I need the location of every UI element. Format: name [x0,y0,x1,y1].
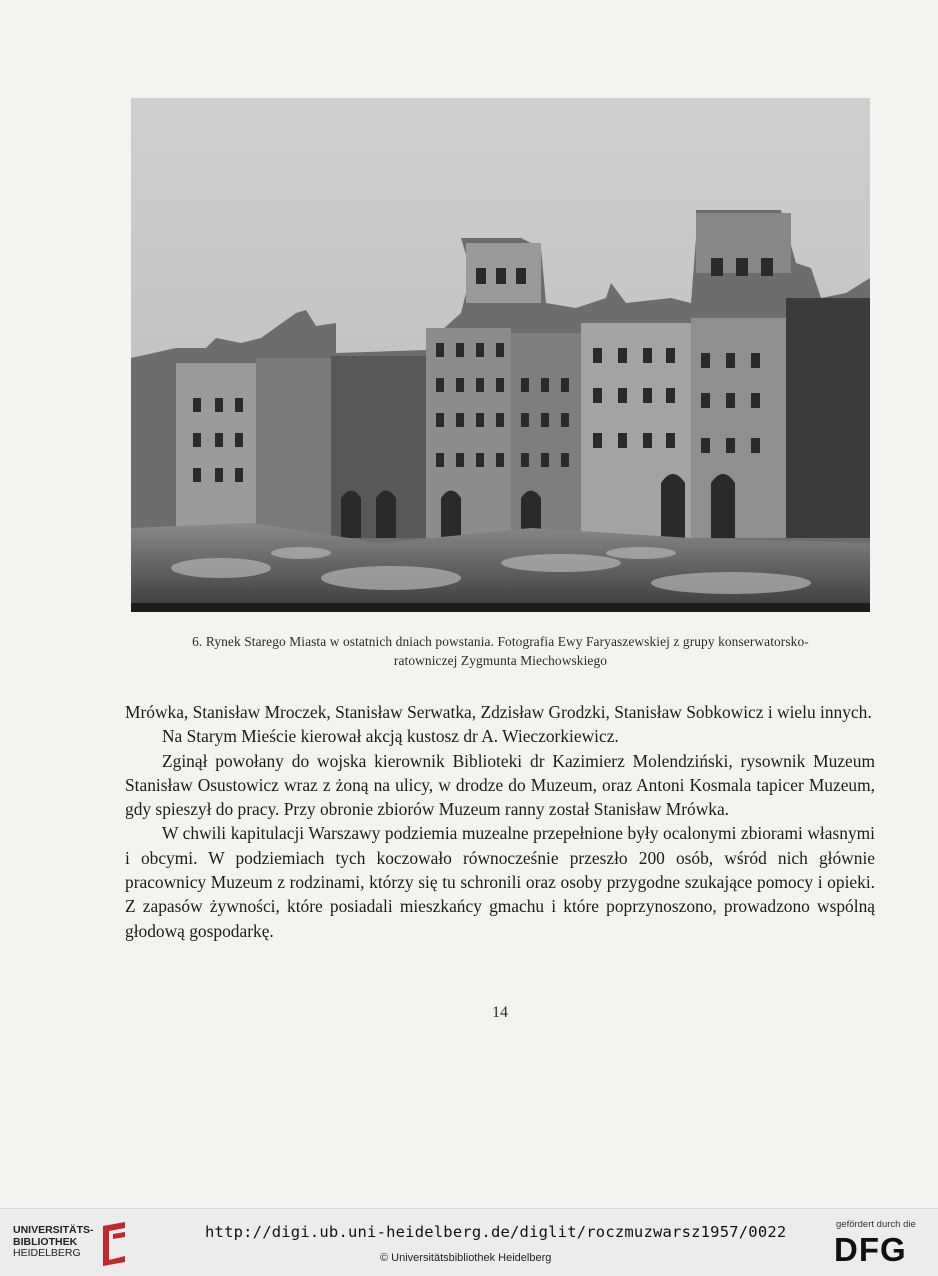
photo-caption [118,632,883,670]
funding-label: gefördert durch die [836,1219,916,1230]
dfg-wordmark: DFG [834,1231,907,1268]
library-line-3: HEIDELBERG [13,1247,81,1259]
caption-line-2: ratowniczej Zygmunta Miechowskiego [393,653,608,668]
digitization-footer [0,1208,938,1276]
photograph-old-town-market-ruins [131,98,870,612]
paragraph-4: W chwili kapitulacji Warszawy podziemia muzealne przepełnione były ocalonymi zbiorami własnymi i obcymi. W podziemiach tych koczowało równocześnie przeszło 200 osób, wśród nich głównie pracownicy Muzeum z rodzinami, którzy się tu schronili oraz osoby przygodne szukające pomocy i opieki. Z zapasów żywności, które posiadali mieszkańcy gmachu i które poprzynoszono, prowadzono wspólną głodową gospodarkę. [125,823,875,941]
university-library-logo[interactable] [13,1220,135,1268]
page-number: 14 [492,1004,508,1021]
paragraph-3: Zginął powołany do wojska kierownik Biblioteki dr Kazimierz Molendziński, rysownik Muzeum Stanisław Osustowicz wraz z żoną na ulicy, w drodze do Muzeum, oraz Antoni Kosmala tapicer Muzeum, gdy spieszył do pracy. Przy obronie zbiorów Muzeum ranny został Stanisław Mrówka. [125,750,875,820]
permalink-url[interactable]: http://digi.ub.uni-heidelberg.de/diglit/roczmuzwarsz1957/0022 [205,1223,787,1241]
dfg-logo[interactable] [833,1217,929,1271]
caption-line-1: 6. Rynek Starego Miasta w ostatnich dniach powstania. Fotografia Ewy Faryaszewskiej z grupy konserwatorsko- [192,634,809,649]
library-mark-icon [97,1220,131,1266]
paragraph-1: Mrówka, Stanisław Mroczek, Stanisław Serwatka, Zdzisław Grodzki, Stanisław Sobkowicz i wielu innych. [125,702,872,722]
paragraph-2: Na Starym Mieście kierował akcją kustosz dr A. Wieczorkiewicz. [162,726,619,747]
body-text [125,700,875,943]
library-line-2: BIBLIOTHEK [13,1235,78,1248]
library-name [13,1225,94,1260]
copyright-notice: © Universitätsbibliothek Heidelberg [380,1252,552,1264]
library-line-1: UNIVERSITÄTS- [13,1224,94,1236]
